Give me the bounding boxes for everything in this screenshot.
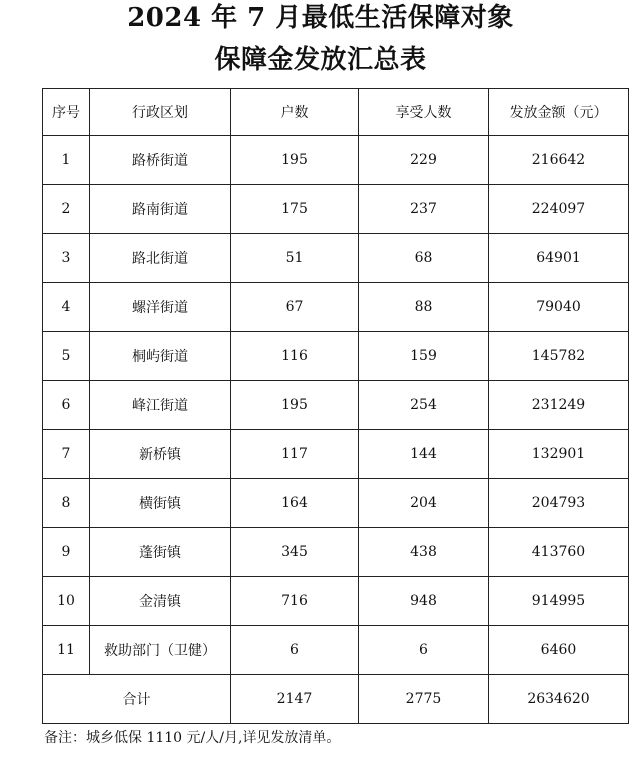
cell-households: 6 (231, 626, 359, 675)
total-people: 2775 (359, 675, 489, 724)
cell-amount: 132901 (489, 430, 629, 479)
total-amount: 2634620 (489, 675, 629, 724)
cell-index: 9 (43, 528, 90, 577)
cell-people: 144 (359, 430, 489, 479)
table-row (43, 234, 629, 283)
summary-table (42, 88, 629, 724)
cell-households: 117 (231, 430, 359, 479)
cell-households: 164 (231, 479, 359, 528)
cell-households: 116 (231, 332, 359, 381)
cell-amount: 6460 (489, 626, 629, 675)
cell-households: 716 (231, 577, 359, 626)
cell-area: 横街镇 (90, 479, 231, 528)
cell-amount: 413760 (489, 528, 629, 577)
document-title-line-2: 保障金发放汇总表 (214, 45, 427, 75)
cell-index: 2 (43, 185, 90, 234)
footnote: 备注：城乡低保 1110 元/人/月,详见发放清单。 (44, 730, 341, 746)
document-title-line-1: 2024 年 7 月最低生活保障对象 (127, 3, 514, 33)
cell-households: 67 (231, 283, 359, 332)
table-row (43, 479, 629, 528)
cell-area: 路南街道 (90, 185, 231, 234)
cell-area: 路北街道 (90, 234, 231, 283)
cell-amount: 79040 (489, 283, 629, 332)
table-row (43, 185, 629, 234)
cell-index: 4 (43, 283, 90, 332)
cell-index: 11 (43, 626, 90, 675)
cell-people: 6 (359, 626, 489, 675)
table-header-row (43, 89, 629, 136)
cell-amount: 145782 (489, 332, 629, 381)
cell-index: 1 (43, 136, 90, 185)
cell-people: 88 (359, 283, 489, 332)
header-households: 户数 (231, 89, 359, 136)
cell-area: 新桥镇 (90, 430, 231, 479)
cell-households: 195 (231, 136, 359, 185)
cell-people: 438 (359, 528, 489, 577)
header-people: 享受人数 (359, 89, 489, 136)
cell-amount: 64901 (489, 234, 629, 283)
cell-people: 254 (359, 381, 489, 430)
cell-area: 螺洋街道 (90, 283, 231, 332)
cell-households: 175 (231, 185, 359, 234)
table-row (43, 381, 629, 430)
cell-index: 5 (43, 332, 90, 381)
cell-households: 51 (231, 234, 359, 283)
table-row (43, 626, 629, 675)
total-households: 2147 (231, 675, 359, 724)
cell-index: 7 (43, 430, 90, 479)
cell-index: 8 (43, 479, 90, 528)
cell-amount: 914995 (489, 577, 629, 626)
total-label: 合计 (43, 675, 231, 724)
cell-amount: 231249 (489, 381, 629, 430)
header-index: 序号 (43, 89, 90, 136)
total-row (43, 675, 629, 724)
cell-area: 救助部门（卫健） (90, 626, 231, 675)
cell-people: 948 (359, 577, 489, 626)
table-row (43, 332, 629, 381)
table-row (43, 577, 629, 626)
cell-amount: 216642 (489, 136, 629, 185)
cell-people: 159 (359, 332, 489, 381)
cell-area: 峰江街道 (90, 381, 231, 430)
table-row (43, 430, 629, 479)
header-area: 行政区划 (90, 89, 231, 136)
cell-area: 桐屿街道 (90, 332, 231, 381)
cell-index: 3 (43, 234, 90, 283)
header-amount: 发放金额（元） (489, 89, 629, 136)
table-row (43, 528, 629, 577)
cell-households: 345 (231, 528, 359, 577)
cell-area: 金清镇 (90, 577, 231, 626)
cell-index: 6 (43, 381, 90, 430)
cell-amount: 224097 (489, 185, 629, 234)
cell-households: 195 (231, 381, 359, 430)
cell-area: 路桥街道 (90, 136, 231, 185)
cell-people: 229 (359, 136, 489, 185)
cell-people: 204 (359, 479, 489, 528)
cell-people: 68 (359, 234, 489, 283)
table-row (43, 136, 629, 185)
cell-area: 蓬街镇 (90, 528, 231, 577)
cell-index: 10 (43, 577, 90, 626)
table-row (43, 283, 629, 332)
cell-amount: 204793 (489, 479, 629, 528)
cell-people: 237 (359, 185, 489, 234)
